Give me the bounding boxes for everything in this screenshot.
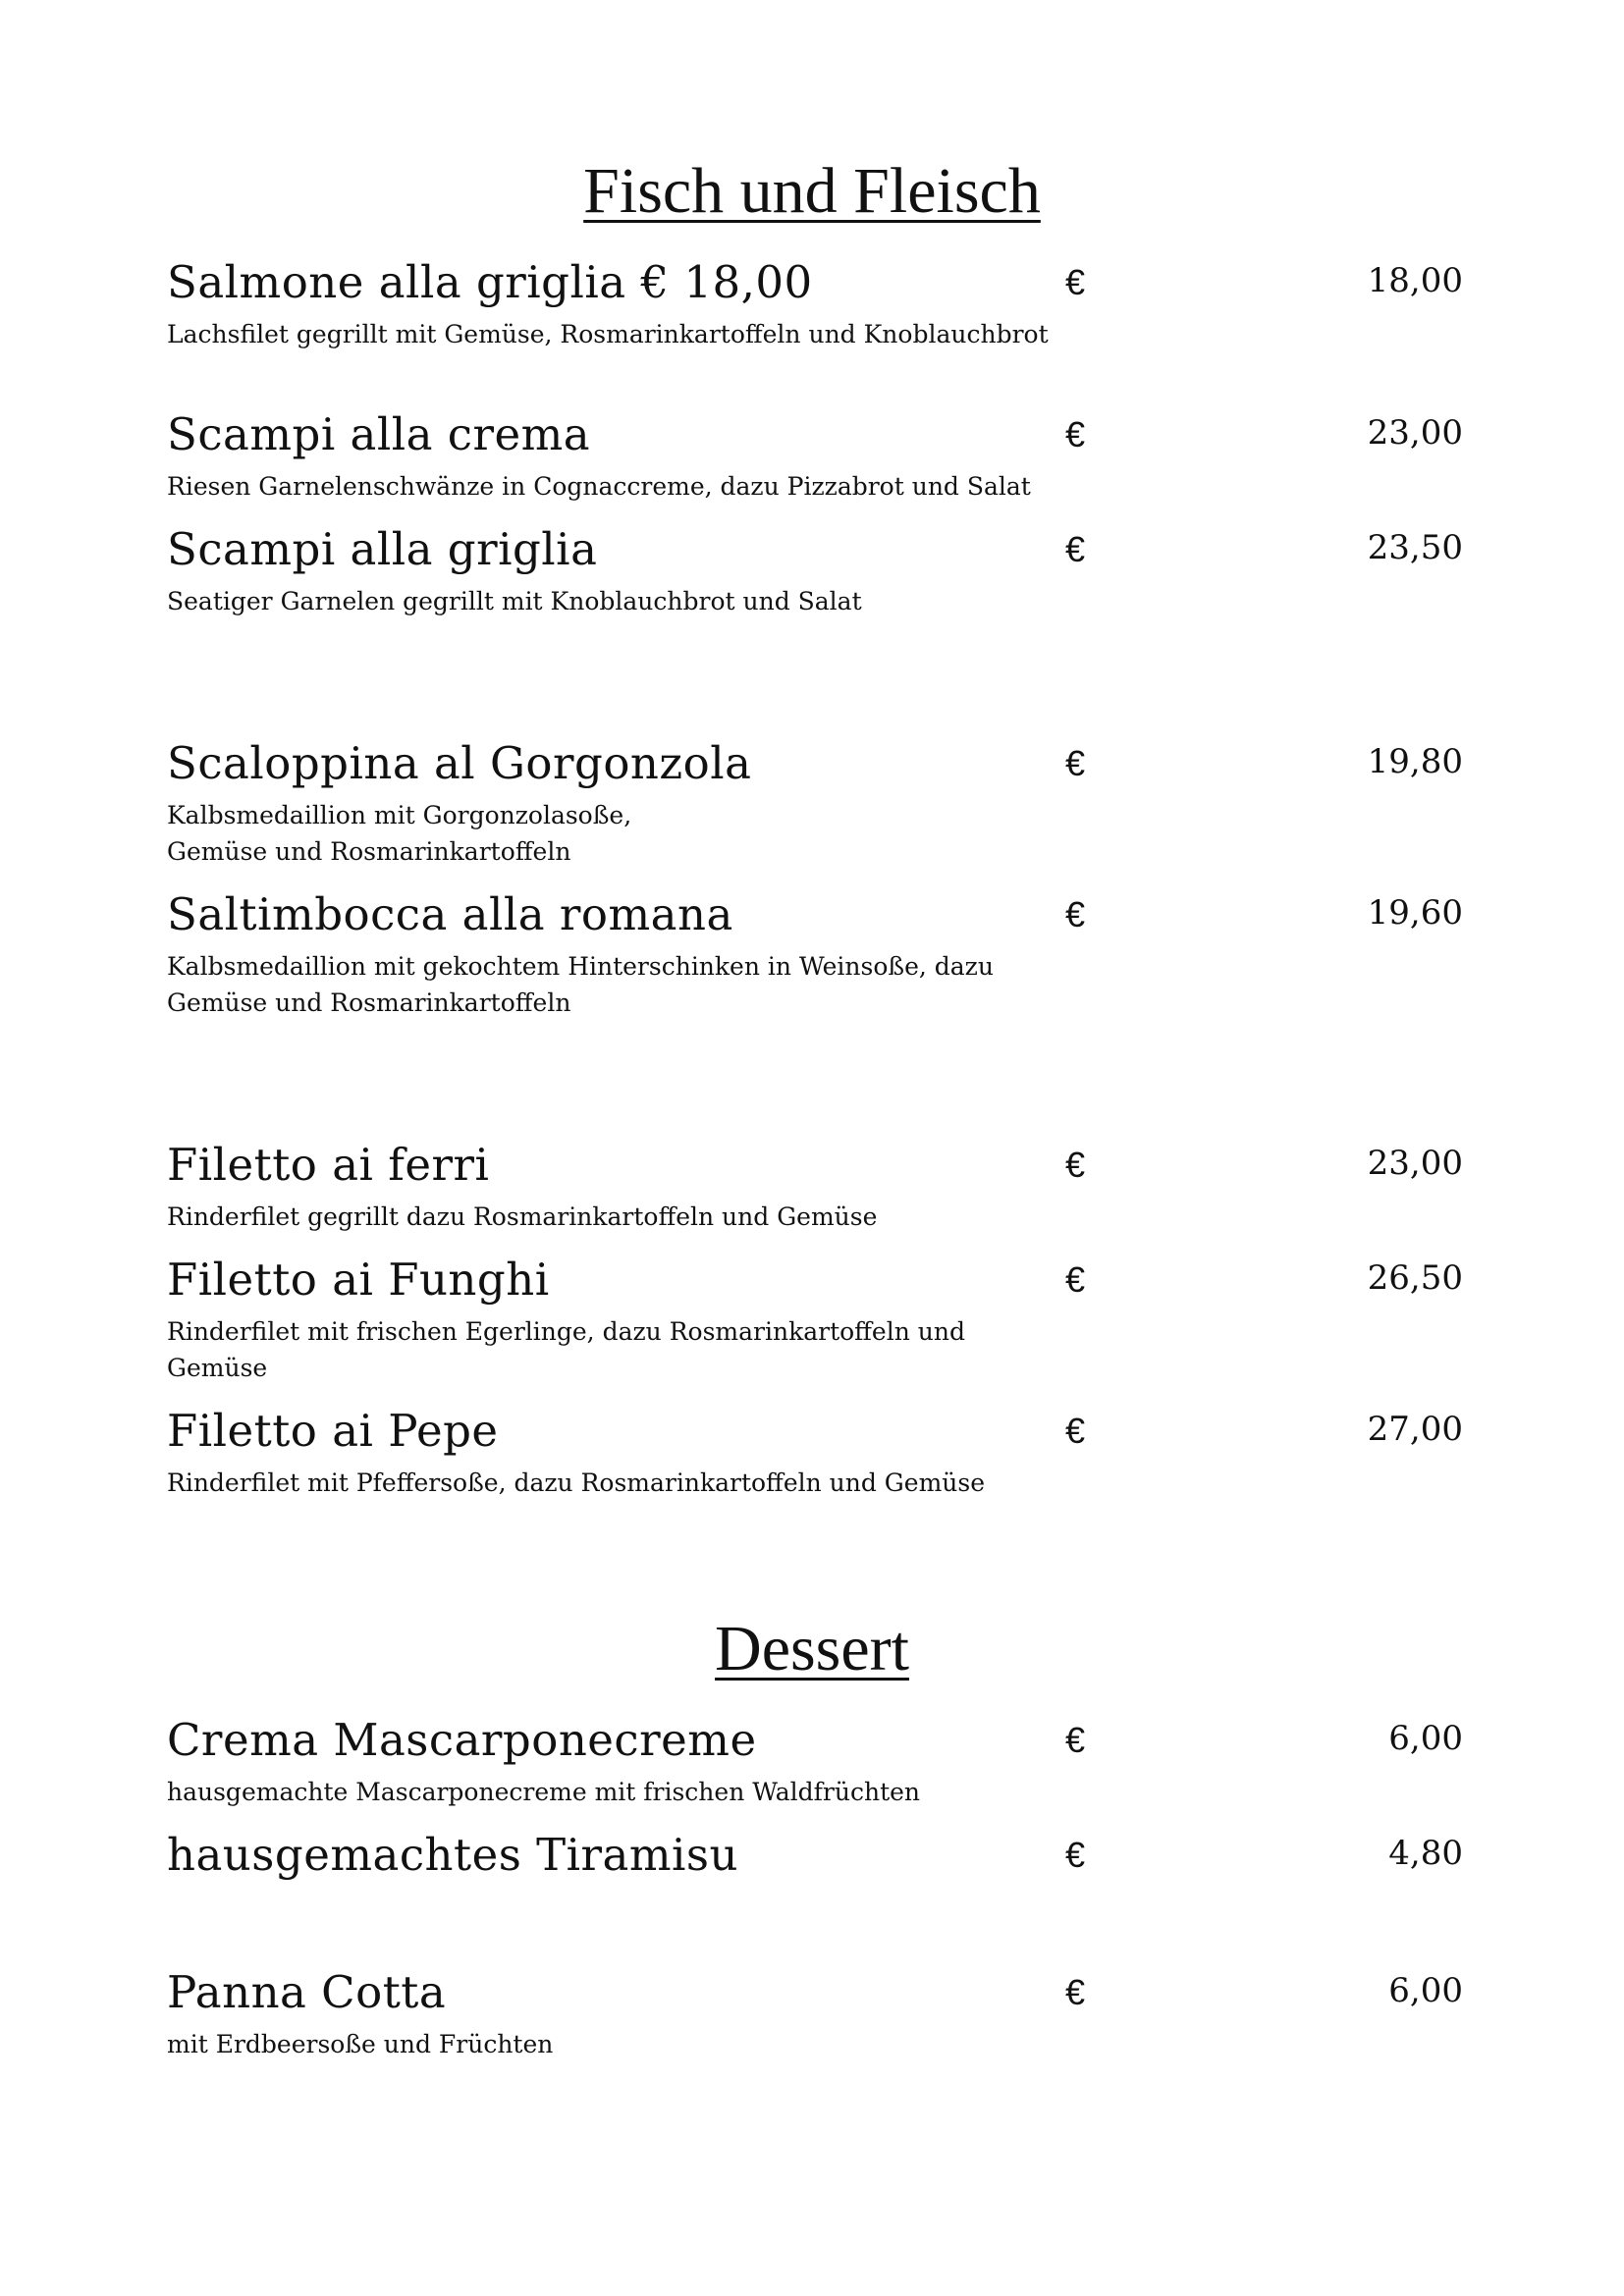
menu-item-scampi-griglia bbox=[167, 520, 1463, 619]
item-price: 6,00 bbox=[1388, 1719, 1463, 1758]
item-name: Filetto ai ferri bbox=[167, 1139, 490, 1191]
menu-item-scampi-crema bbox=[167, 405, 1463, 505]
currency-symbol: € bbox=[1065, 414, 1086, 454]
description-line: Rinderfilet mit frischen Egerlinge, dazu Rosmarinkartoffeln und bbox=[167, 1317, 965, 1346]
item-name: Salmone alla griglia € 18,00 bbox=[167, 256, 813, 308]
item-description: Riesen Garnelenschwänze in Cognaccreme, dazu Pizzabrot und Salat bbox=[167, 472, 1031, 501]
currency-symbol: € bbox=[1065, 1145, 1086, 1185]
item-price: 19,80 bbox=[1367, 742, 1463, 781]
item-price: 18,00 bbox=[1367, 261, 1463, 300]
currency-symbol: € bbox=[1065, 1411, 1086, 1451]
menu-item-tiramisu bbox=[167, 1826, 1463, 1885]
item-name: hausgemachtes Tiramisu bbox=[167, 1829, 739, 1881]
item-name: Crema Mascarponecreme bbox=[167, 1714, 757, 1766]
menu-item-filetto-pepe bbox=[167, 1402, 1463, 1501]
currency-symbol: € bbox=[1065, 743, 1086, 783]
item-description: Rinderfilet mit Pfeffersoße, dazu Rosmarinkartoffeln und Gemüse bbox=[167, 1468, 986, 1497]
description-line: Kalbsmedaillion mit Gorgonzolasoße, bbox=[167, 801, 632, 829]
currency-symbol: € bbox=[1065, 1972, 1086, 2012]
item-name: Scampi alla griglia bbox=[167, 523, 598, 575]
heading-fisch-und-fleisch: Fisch und Fleisch bbox=[583, 155, 1041, 227]
item-name: Filetto ai Pepe bbox=[167, 1405, 499, 1457]
menu-item-crema-mascarpone bbox=[167, 1711, 1463, 1810]
item-name: Panna Cotta bbox=[167, 1966, 447, 2018]
item-description bbox=[167, 797, 1070, 870]
menu-item-panna-cotta bbox=[167, 1963, 1463, 2062]
item-name: Filetto ai Funghi bbox=[167, 1254, 550, 1306]
menu-item-filetto-funghi bbox=[167, 1251, 1463, 1386]
item-price: 4,80 bbox=[1388, 1834, 1463, 1873]
item-price: 26,50 bbox=[1367, 1258, 1463, 1298]
item-name: Saltimbocca alla romana bbox=[167, 888, 733, 940]
heading-dessert: Dessert bbox=[715, 1613, 909, 1684]
item-description: Lachsfilet gegrillt mit Gemüse, Rosmarinkartoffeln und Knoblauchbrot bbox=[167, 320, 1049, 348]
item-name: Scampi alla crema bbox=[167, 408, 591, 460]
item-price: 27,00 bbox=[1367, 1410, 1463, 1449]
item-price: 19,60 bbox=[1367, 893, 1463, 933]
menu-item-filetto-ferri bbox=[167, 1136, 1463, 1235]
item-description: hausgemachte Mascarponecreme mit frischen Waldfrüchten bbox=[167, 1778, 921, 1806]
description-line: Gemüse und Rosmarinkartoffeln bbox=[167, 837, 571, 866]
item-description: Rinderfilet gegrillt dazu Rosmarinkartoffeln und Gemüse bbox=[167, 1202, 878, 1231]
menu-item-salmone bbox=[167, 253, 1463, 352]
menu-item-scaloppina bbox=[167, 734, 1463, 870]
item-description bbox=[167, 1313, 1070, 1386]
item-price: 23,00 bbox=[1367, 413, 1463, 453]
description-line: Gemüse bbox=[167, 1354, 268, 1382]
currency-symbol: € bbox=[1065, 1259, 1086, 1300]
item-description bbox=[167, 948, 1070, 1021]
menu-item-saltimbocca bbox=[167, 885, 1463, 1021]
item-price: 23,50 bbox=[1367, 528, 1463, 567]
item-description: mit Erdbeersoße und Früchten bbox=[167, 2030, 554, 2058]
currency-symbol: € bbox=[1065, 1720, 1086, 1760]
item-price: 6,00 bbox=[1388, 1971, 1463, 2010]
currency-symbol: € bbox=[1065, 1835, 1086, 1875]
description-line: Kalbsmedaillion mit gekochtem Hinterschinken in Weinsoße, dazu bbox=[167, 952, 994, 981]
currency-symbol: € bbox=[1065, 529, 1086, 569]
currency-symbol: € bbox=[1065, 894, 1086, 934]
item-price: 23,00 bbox=[1367, 1144, 1463, 1183]
currency-symbol: € bbox=[1065, 262, 1086, 302]
item-name: Scaloppina al Gorgonzola bbox=[167, 737, 752, 789]
description-line: Gemüse und Rosmarinkartoffeln bbox=[167, 988, 571, 1017]
item-description: Seatiger Garnelen gegrillt mit Knoblauchbrot und Salat bbox=[167, 587, 862, 615]
